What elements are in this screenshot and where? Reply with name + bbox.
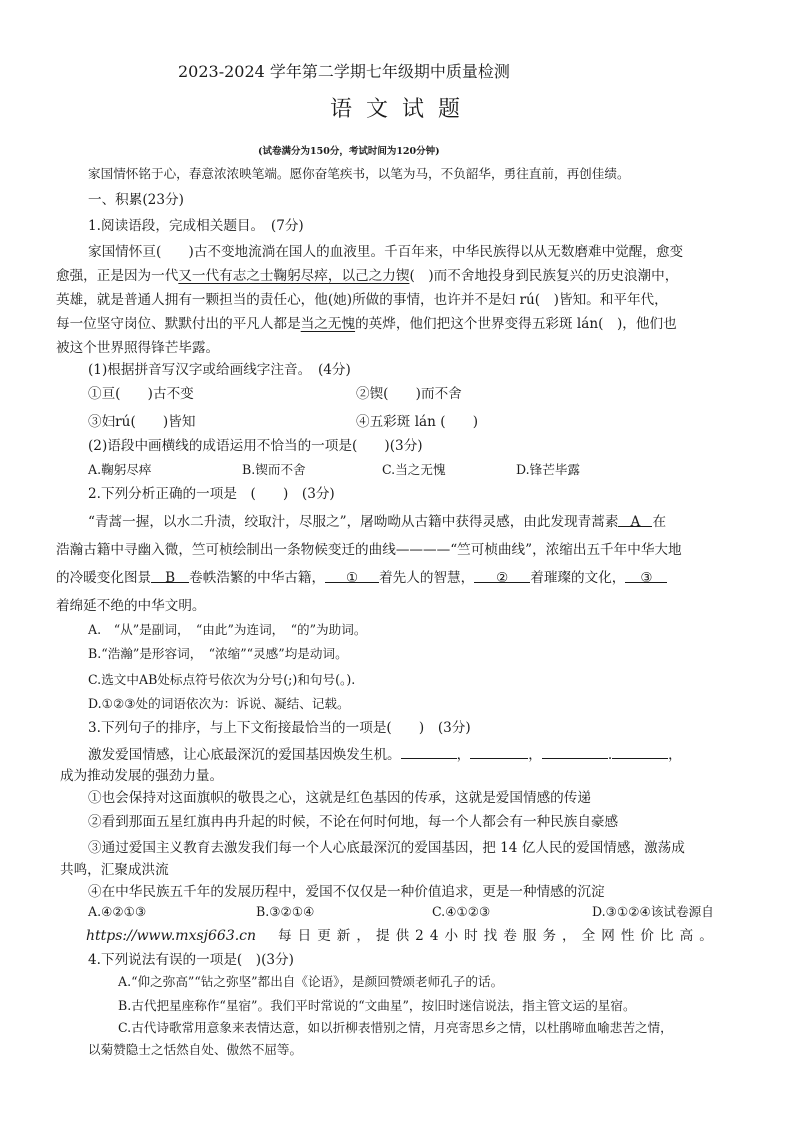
q2-passage-line1: “青蒿一握，以水二升渍，绞取汁，尽服之”，屠呦呦从古籍中获得灵感，由此发现青蒿素 A 在 <box>88 514 667 530</box>
q1-choice-d: D.锋芒毕露 <box>516 462 581 477</box>
q1-choice-b: B.锲而不舍 <box>242 462 306 477</box>
watermark-url: https://www.mxsj663.cn <box>86 928 257 944</box>
q4-option-a: A.“仰之弥高”“钻之弥坚”都出自《论语》，是颜回赞颂老师孔子的话。 <box>118 974 504 989</box>
watermark-overlay: 该试卷源自 <box>650 904 714 919</box>
q3-sentence-3a: ③通过爱国主义教育去激发我们每一个人心底最深沉的爱国基因，把 14 亿人民的爱国情感，激荡成 <box>88 840 685 856</box>
blank-2: ② <box>474 568 530 583</box>
q1-option-2: ②锲( )而不舍 <box>356 386 462 402</box>
q1-passage-line2: 愈强，正是因为一代又一代有志之士鞠躬尽瘁，以己之力锲( )而不舍地投身到民族复兴的历史浪潮中， <box>56 268 679 284</box>
q3-sentence-4: ④在中华民族五千年的发展历程中，爱国不仅仅是一种价值追求，更是一种情感的沉淀 <box>88 884 605 900</box>
q4-option-b: B.古代把星座称作“星宿”。我们平时常说的“文曲星”，按旧时迷信说法，指主管文运的星宿。 <box>118 998 636 1013</box>
blank-b: B <box>151 568 189 583</box>
q2-option-a: A. “从”是副词， “由此”为连词， “的”为助词。 <box>88 622 367 637</box>
q3-sentence-1: ①也会保持对这面旗帜的敬畏之心，这就是红色基因的传承，这就是爱国情感的传递 <box>88 790 591 806</box>
q1-option-3: ③妇rú( )皆知 <box>88 414 196 430</box>
q3-choice-a: A.④②①③ <box>88 904 147 919</box>
q1-option-1: ①亘( )古不变 <box>88 386 194 402</box>
q3-choice-b: B.③②①④ <box>256 904 315 919</box>
q1-sub2: (2)语段中画横线的成语运用不恰当的一项是( )(3分) <box>88 438 423 454</box>
q4-option-c-line1: C.古代诗歌常用意象来表情达意，如以折柳表惜别之情，月亮寄思乡之情，以杜鹃啼血喻悲苦之情， <box>118 1020 673 1035</box>
q2-passage-line2: 浩瀚古籍中寻幽入微，竺可桢绘制出一条物候变迁的曲线————“竺可桢曲线”，浓缩出五千年中华大地 <box>56 542 682 558</box>
blank-1: ① <box>325 568 379 583</box>
q1-passage-line1: 家国情怀亘( )古不变地流淌在国人的血液里。千百年来，中华民族得以从无数磨难中觉醒，愈变 <box>88 244 684 260</box>
q2-passage-line3: 的冷暖变化图景 B 卷帙浩繁的中华古籍， ① 着先人的智慧， ② 着璀璨的文化， ③ <box>56 568 667 588</box>
q3-choice-c: C.④①②③ <box>432 904 491 919</box>
q1-passage-line3: 英雄，就是普通人拥有一颗担当的责任心，他(她)所做的事情，也许并不是妇 rú( )皆知。和平年代， <box>56 292 668 308</box>
q3-lead-line: 激发爱国情感，让心底最深沉的爱国基因焕发生机。 ， ， . ， <box>88 744 682 765</box>
q2-stem: 2.下列分析正确的一项是 ( ) (3分) <box>88 486 335 502</box>
q4-stem: 4.下列说法有误的一项是( )(3分) <box>88 952 294 968</box>
watermark-line <box>86 926 719 946</box>
exam-note: (试卷满分为150分，考试时间为120分钟) <box>258 146 440 157</box>
section-heading: 一、积累(23分) <box>88 192 184 208</box>
q1-choice-c: C.当之无愧 <box>382 462 446 477</box>
watermark-text: 每日更新，提供24小时找卷服务，全网性价比高。 <box>278 928 719 944</box>
q2-passage-line4: 着绵延不绝的中华文明。 <box>56 598 206 614</box>
exam-title: 2023-2024 学年第二学期七年级期中质量检测 <box>178 62 510 81</box>
q2-option-b: B.“浩瀚”是形容词， “浓缩”“灵感”均是动词。 <box>88 646 348 661</box>
blank-a: A <box>618 512 652 527</box>
q3-sentence-2: ②看到那面五星红旗冉冉升起的时候，不论在何时何地，每一个人都会有一种民族自豪感 <box>88 814 619 830</box>
underlined-idiom: 又一代有志之士鞠躬尽瘁，以己之力锲 <box>178 268 410 284</box>
blank-3: ③ <box>625 568 667 583</box>
q3-choice-d: D.③①②④该试卷源自 <box>592 904 714 919</box>
q1-choice-a: A.鞠躬尽瘁 <box>88 462 152 477</box>
q1-passage-line5: 被这个世界照得锋芒毕露。 <box>56 340 220 356</box>
q3-sentence-3b: 共鸣，汇聚成洪流 <box>60 862 169 878</box>
q2-option-c: C.选文中AB处标点符号依次为分号(;)和句号(。). <box>88 672 356 687</box>
underlined-idiom: 当之无愧 <box>300 316 356 332</box>
q1-option-4: ④五彩斑 lán ( ) <box>356 414 479 430</box>
q1-sub1: (1)根据拼音写汉字或给画线字注音。 (4分) <box>88 362 351 378</box>
q3-stem: 3.下列句子的排序，与上下文衔接最恰当的一项是( ) (3分) <box>88 720 471 736</box>
q2-option-d: D.①②③处的词语依次为：诉说、凝结、记载。 <box>88 696 350 711</box>
q1-stem: 1.阅读语段，完成相关题目。 (7分) <box>88 218 304 234</box>
motto: 家国情怀铭于心，春意浓浓映笔端。愿你奋笔疾书，以笔为马，不负韶华，勇往直前，再创佳绩。 <box>88 166 630 181</box>
q4-option-c-line2: 以菊赞隐士之恬然自处、傲然不屈等。 <box>88 1042 303 1057</box>
q1-passage-line4: 每一位坚守岗位、默默付出的平凡人都是当之无愧的英烨，他们把这个世界变得五彩斑 lán( )，他们也 <box>56 316 677 332</box>
subject-title: 语文试题 <box>330 97 475 122</box>
q3-tail: 成为推动发展的强劲力量。 <box>60 768 224 784</box>
